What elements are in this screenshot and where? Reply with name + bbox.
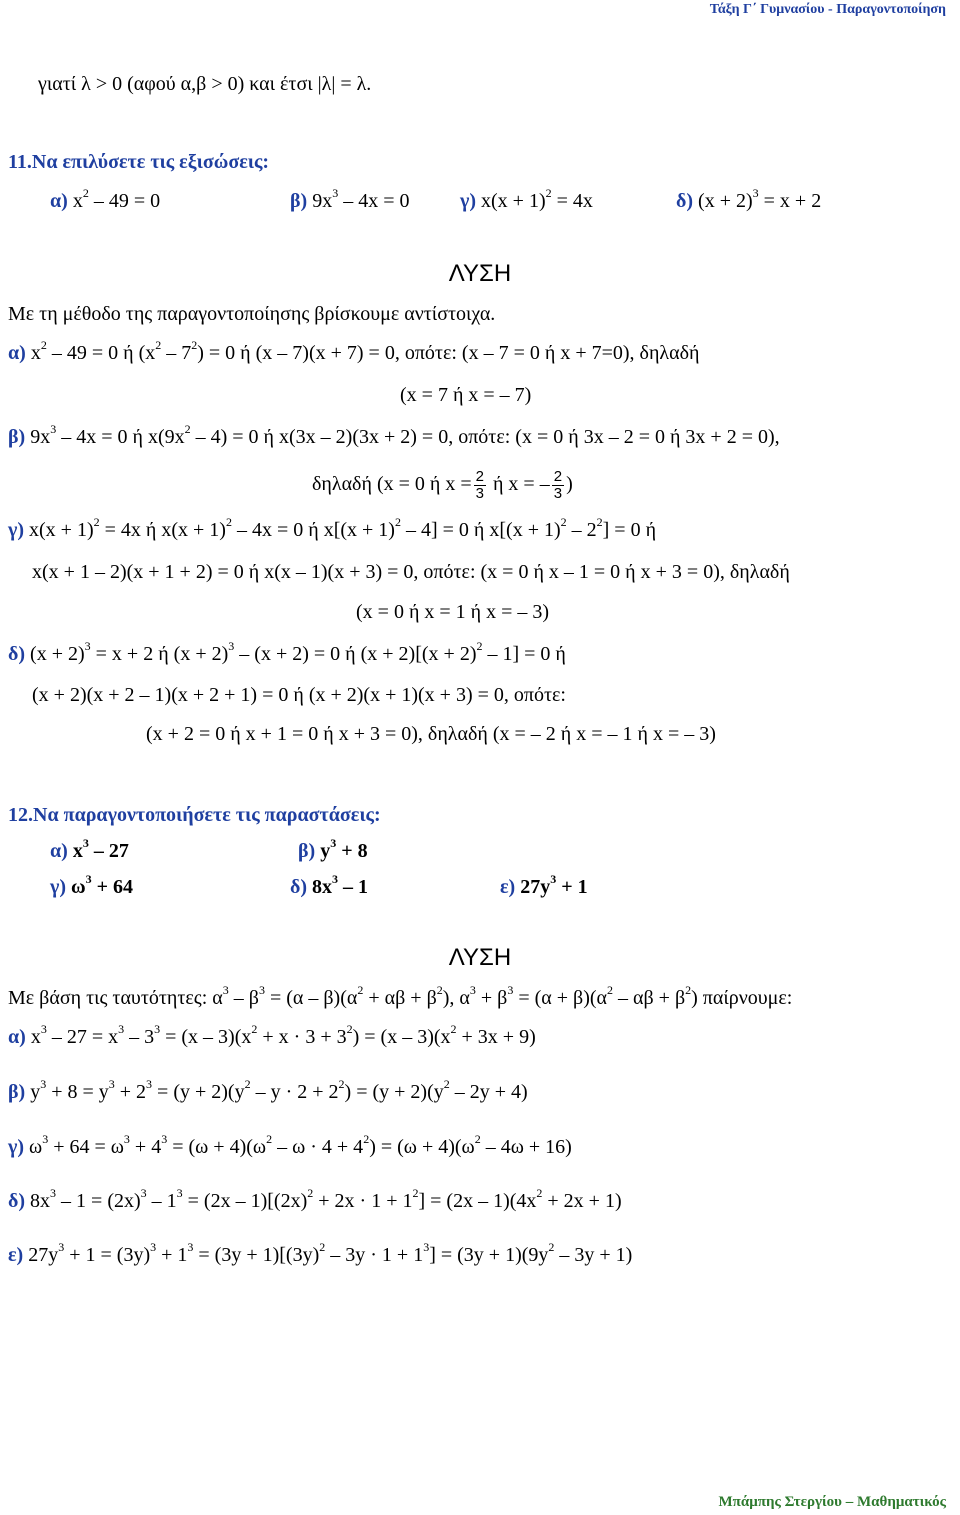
ex11-title: Να επιλύσετε τις εξισώσεις:: [31, 151, 270, 173]
ex12-sol-a: α) $x^3 - 27 = x^3 - 3^3 = (x - 3)(x^2 + x \cdot 3 + 3^2) = (x - 3)(x^2 + 3x + 9)$: [8, 1022, 536, 1048]
ex11-sol-a-line2: (x = 7 ή x = – 7): [400, 384, 532, 406]
ex11-sol-c-line2: x(x + 1 – 2)(x + 1 + 2) = 0 ή x(x – 1)(x + 3) = 0, οπότε: (x = 0 ή x – 1 = 0 ή x + 3 = 0), δηλαδή: [32, 561, 790, 583]
ex11-sol-d-line3: (x + 2 = 0 ή x + 1 = 0 ή x + 3 = 0), δηλαδή (x = – 2 ή x = – 1 ή x = – 3): [146, 723, 716, 745]
ex11-method: Με τη μέθοδο της παραγοντοποίησης βρίσκουμε αντίστοιχα.: [8, 303, 496, 325]
ex12-item-c: γ) $\omega^3 + 64$: [50, 872, 134, 898]
ex12-item-e: ε) $27y^3 + 1$: [500, 872, 588, 898]
ex11-item-d: δ) $(x + 2)^3 = x + 2$: [676, 186, 822, 212]
page-footer: Μπάμπης Στεργίου – Μαθηματικός: [718, 1494, 946, 1510]
ex12-sol-e: ε) $27y^3 + 1 = (3y)^3 + 1^3 = (3y + 1)[(3y)^2 - 3y \cdot 1 + 1^3] = (3y + 1)(9y^2 - 3y + 1)$: [8, 1240, 633, 1266]
ex11-sol-c-line1: γ) $x(x + 1)^2 = 4x$ ή $x(x + 1)^2 - 4x = 0$ ή $x[(x + 1)^2 - 4] = 0$ ή $x[(x + 1)^2 - 2^2] = 0$ ή: [8, 515, 657, 541]
ex11-item-b: β) $9x^3 - 4x = 0$: [290, 186, 410, 212]
ex12-item-d: δ) $8x^3 - 1$: [290, 872, 369, 898]
ex11-number: 11.: [8, 151, 32, 173]
ex11-sol-b-line1: β) $9x^3 - 4x = 0$ ή $x(9x^2 - 4) = 0$ ή x(3x – 2)(3x + 2) = 0, οπότε: (x = 0 ή 3x – 2 = 0 ή 3x + 2 = 0),: [8, 422, 780, 448]
ex12-item-b: β) $y^3 + 8$: [298, 836, 368, 862]
ex11-sol-d-line1: δ) $(x + 2)^3 = x + 2$ ή $(x + 2)^3 - (x + 2) = 0$ ή $(x + 2)[(x + 2)^2 - 1] = 0$ ή: [8, 639, 566, 665]
page-header: Τάξη Γ΄ Γυμνασίου - Παραγοντοποίηση: [709, 2, 946, 17]
ex11-solution-heading: ΛΥΣΗ: [448, 260, 512, 287]
fraction-two-thirds: $\frac{2}{3}$: [553, 467, 563, 502]
ex11-sol-a-line1: α) $x^2 - 49 = 0$ ή $(x^2 - 7^2) = 0$ ή (x – 7)(x + 7) = 0, οπότε: (x – 7 = 0 ή x + 7=0), δηλαδή: [8, 338, 700, 364]
intro-line: γιατί λ > 0 (αφού α,β > 0) και έτσι |λ| = λ.: [38, 73, 372, 95]
ex11-sol-c-line3: (x = 0 ή x = 1 ή x = – 3): [356, 601, 550, 623]
ex12-sol-d: δ) $8x^3 - 1 = (2x)^3 - 1^3 = (2x - 1)[(2x)^2 + 2x \cdot 1 + 1^2] = (2x - 1)(4x^2 + 2x + 1)$: [8, 1186, 622, 1212]
fraction-two-thirds: $\frac{2}{3}$: [475, 467, 484, 502]
ex11-sol-b-line2: δηλαδή (x = 0 ή x = $\frac{2}{3}$ ή x = – $\frac{2}{3}$ ): [312, 467, 573, 502]
ex12-sol-b: β) $y^3 + 8 = y^3 + 2^3 = (y + 2)(y^2 - y \cdot 2 + 2^2) = (y + 2)(y^2 - 2y + 4)$: [8, 1077, 528, 1103]
ex12-heading: [8, 803, 381, 827]
ex12-title: Να παραγοντοποιήσετε τις παραστάσεις:: [33, 804, 381, 826]
ex11-sol-d-line2: (x + 2)(x + 2 – 1)(x + 2 + 1) = 0 ή (x + 2)(x + 1)(x + 3) = 0, οπότε:: [32, 684, 566, 706]
ex12-number: 12.: [8, 804, 33, 826]
ex12-sol-c: γ) $\omega^3 + 64 = \omega^3 + 4^3 = (\omega + 4)(\omega^2 - \omega \cdot 4 + 4^2) = (\omega + 4)(\omega^2 - 4\omega + 16)$: [8, 1132, 572, 1158]
ex12-identities: Με βάση τις ταυτότητες: $\alpha^3 - \beta^3 = (\alpha - \beta)(\alpha^2 + \alpha\beta + \beta^2)$, $\alpha^3 + \beta^3 = (\alpha + \beta)(\alpha^2 - \alpha\beta + \beta^2)$ παίρνουμε:: [8, 983, 793, 1009]
ex11-heading: [8, 150, 269, 174]
ex12-item-a: α) $x^3 - 27$: [50, 836, 129, 862]
ex11-item-c: γ) $x(x + 1)^2 = 4x$: [460, 186, 593, 212]
ex11-item-a: α) $x^2 - 49 = 0$: [50, 186, 161, 212]
ex12-solution-heading: ΛΥΣΗ: [448, 944, 512, 971]
